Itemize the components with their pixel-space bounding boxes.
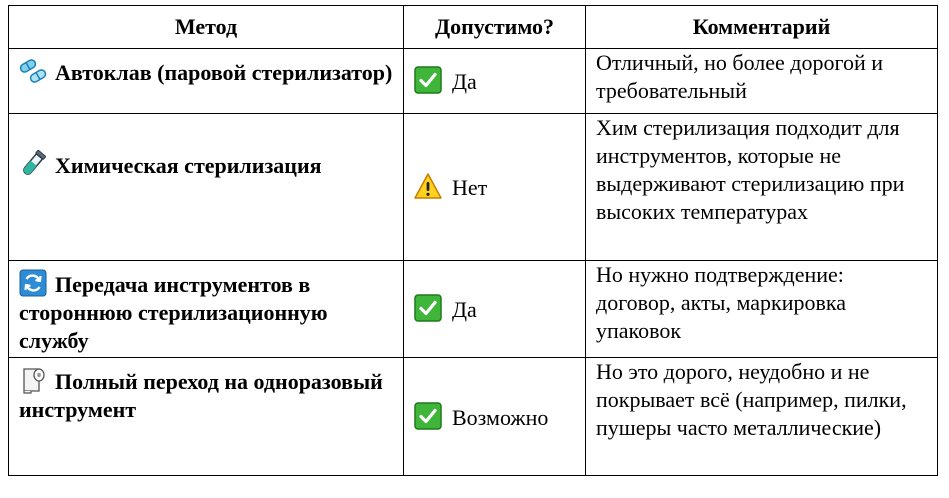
method-cell [9,114,404,261]
header-allowed: Допустимо? [404,6,586,49]
toilet-paper-roll-icon [19,366,47,394]
verdict-cell [404,261,586,358]
comment-cell: Отличный, но более дорогой и требовательный [586,49,938,114]
warning-icon [414,172,442,200]
sterilization-methods-table [8,5,938,476]
verdict-cell [404,49,586,114]
header-comment: Комментарий [586,6,938,49]
method-label: Автоклав (паровой стерилизатор) [55,60,393,85]
method-cell [9,49,404,114]
header-method: Метод [9,6,404,49]
refresh-arrows-icon [19,269,47,297]
method-label: Передача инструментов в стороннюю стерилизационную службу [19,272,328,353]
verdict-cell [404,114,586,261]
table-row [9,49,938,114]
table-header-row [9,6,938,49]
table-row [9,358,938,476]
comment-cell: Хим стерилизация подходит для инструментов, которые не выдерживают стерилизацию при высоких температурах [586,114,938,261]
check-mark-button-icon [414,294,442,322]
pills-icon [19,57,47,85]
verdict-label: Возможно [452,404,549,430]
verdict-label: Нет [452,175,488,200]
comment-cell: Но нужно подтверждение: договор, акты, маркировка упаковок [586,261,938,358]
table-row [9,114,938,261]
method-cell [9,358,404,476]
verdict-cell [404,358,586,476]
comment-cell: Но это дорого, неудобно и не покрывает всё (например, пилки, пушеры часто металлические) [586,358,938,476]
verdict-label: Да [452,69,477,94]
method-label: Полный переход на одноразовый инструмент [19,369,383,422]
table-row [9,261,938,358]
check-mark-button-icon [414,402,442,430]
test-tube-icon [19,150,47,178]
verdict-label: Да [452,297,477,322]
check-mark-button-icon [414,66,442,94]
method-cell [9,261,404,358]
method-label: Химическая стерилизация [55,153,322,178]
